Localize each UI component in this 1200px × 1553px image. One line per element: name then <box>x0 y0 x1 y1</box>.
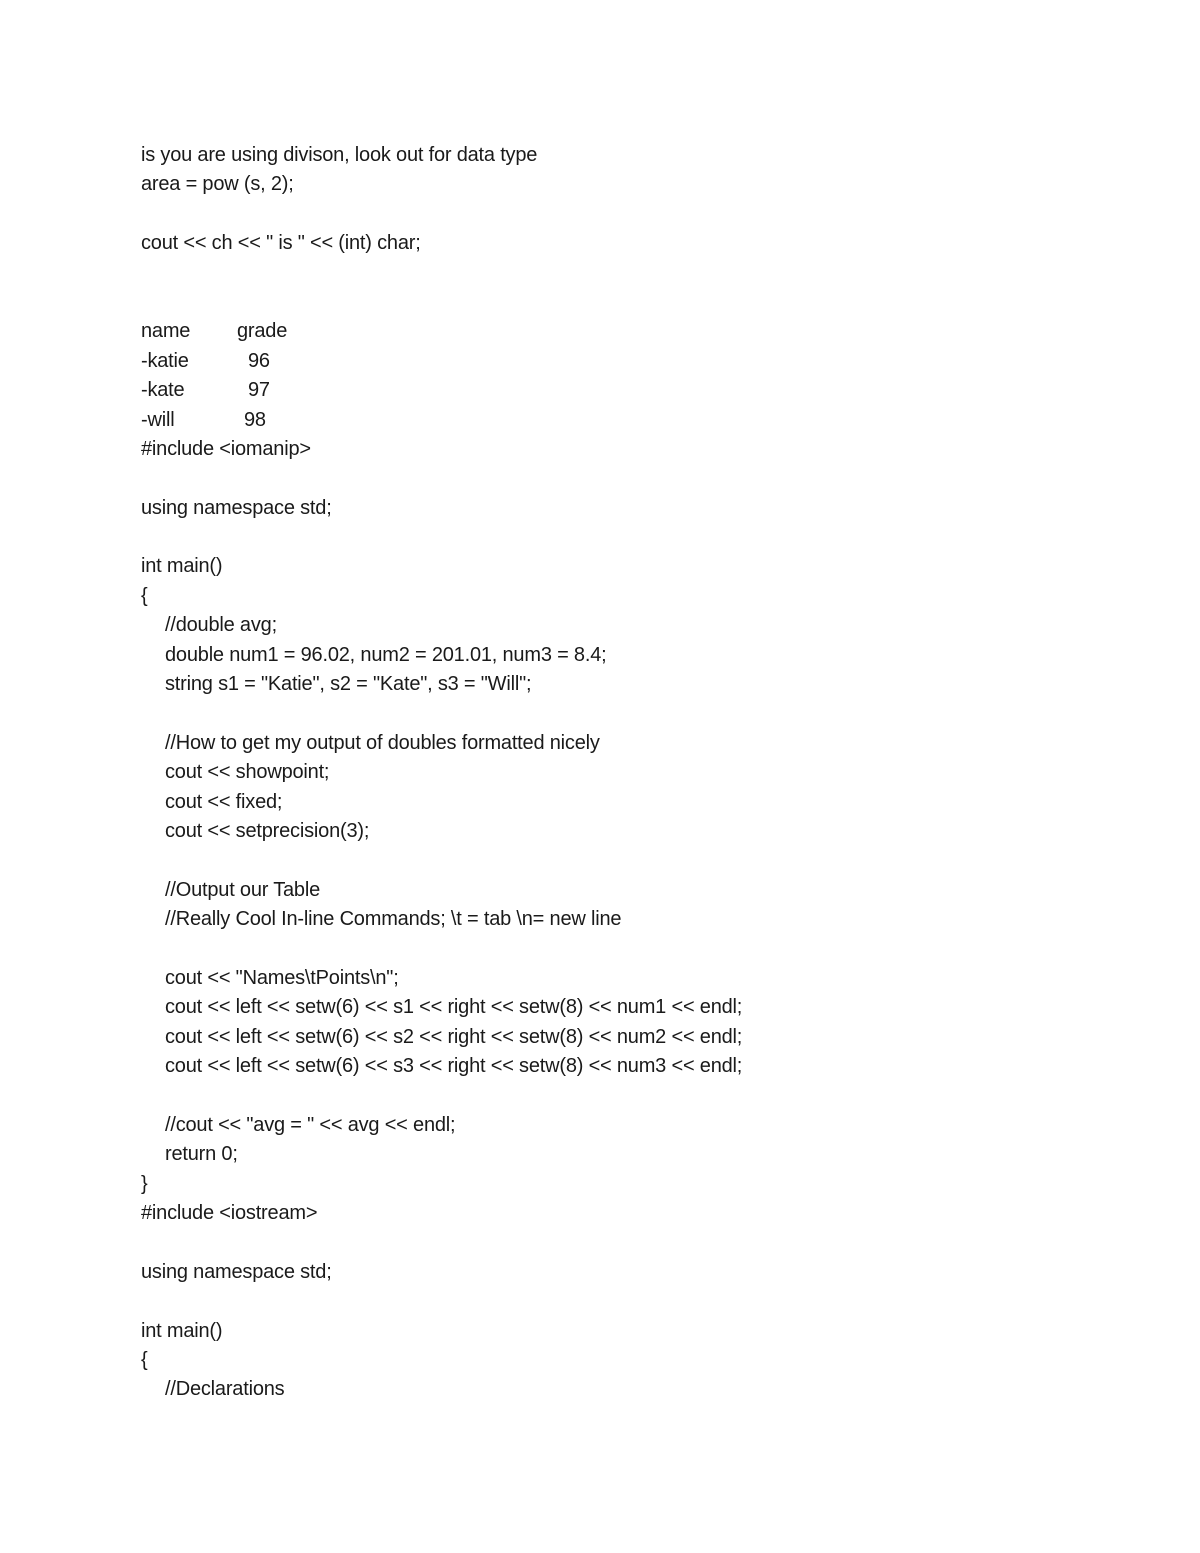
grade-table-cell-name: -kate <box>141 379 185 402</box>
grade-table-header-grade: grade <box>237 320 288 343</box>
grade-table-row <box>141 406 1101 435</box>
note-line: cout << ch << " is " << (int) char; <box>141 232 421 255</box>
code-line: #include <iomanip> <box>141 437 311 460</box>
grade-table-cell-grade: 96 <box>248 349 270 372</box>
code-line: double num1 = 96.02, num2 = 201.01, num3 = 8.4; <box>165 643 607 666</box>
code-line: cout << showpoint; <box>165 761 330 784</box>
document-body <box>141 141 1101 1405</box>
code-line: //Output our Table <box>165 878 321 901</box>
code-line: //Really Cool In-line Commands; \t = tab \n= new line <box>165 908 622 931</box>
code-line: using namespace std; <box>141 1260 332 1283</box>
code-line: cout << left << setw(6) << s3 << right << setw(8) << num3 << endl; <box>165 1055 743 1078</box>
grade-table-header <box>141 317 1101 346</box>
code-line: //cout << "avg = " << avg << endl; <box>165 1113 456 1136</box>
code-line: //How to get my output of doubles formatted nicely <box>165 731 600 754</box>
grade-table-row <box>141 347 1101 376</box>
code-line: { <box>141 1349 148 1372</box>
code-line: return 0; <box>165 1143 238 1166</box>
code-line: using namespace std; <box>141 496 332 519</box>
grade-table-cell-grade: 97 <box>248 379 270 402</box>
grade-table-row <box>141 376 1101 405</box>
note-line: area = pow (s, 2); <box>141 173 294 196</box>
code-line: { <box>141 584 148 607</box>
code-line: cout << fixed; <box>165 790 283 813</box>
grade-table-header-name: name <box>141 320 191 343</box>
code-line: cout << setprecision(3); <box>165 820 370 842</box>
code-line: cout << "Names\tPoints\n"; <box>165 966 399 989</box>
code-line: int main() <box>141 1319 223 1342</box>
code-line: //Declarations <box>165 1378 285 1401</box>
grade-table-cell-name: -katie <box>141 349 189 372</box>
grade-table-cell-name: -will <box>141 408 175 431</box>
code-line: #include <iostream> <box>141 1202 318 1225</box>
note-line: is you are using divison, look out for data type <box>141 144 538 166</box>
code-line: //double avg; <box>165 614 277 637</box>
grade-table-cell-grade: 98 <box>244 408 266 431</box>
code-line: int main() <box>141 555 223 578</box>
code-line: } <box>141 1172 148 1195</box>
code-line: string s1 = "Katie", s2 = "Kate", s3 = "Will"; <box>165 673 532 696</box>
code-line: cout << left << setw(6) << s1 << right << setw(8) << num1 << endl; <box>165 996 743 1019</box>
code-line: cout << left << setw(6) << s2 << right << setw(8) << num2 << endl; <box>165 1025 743 1048</box>
